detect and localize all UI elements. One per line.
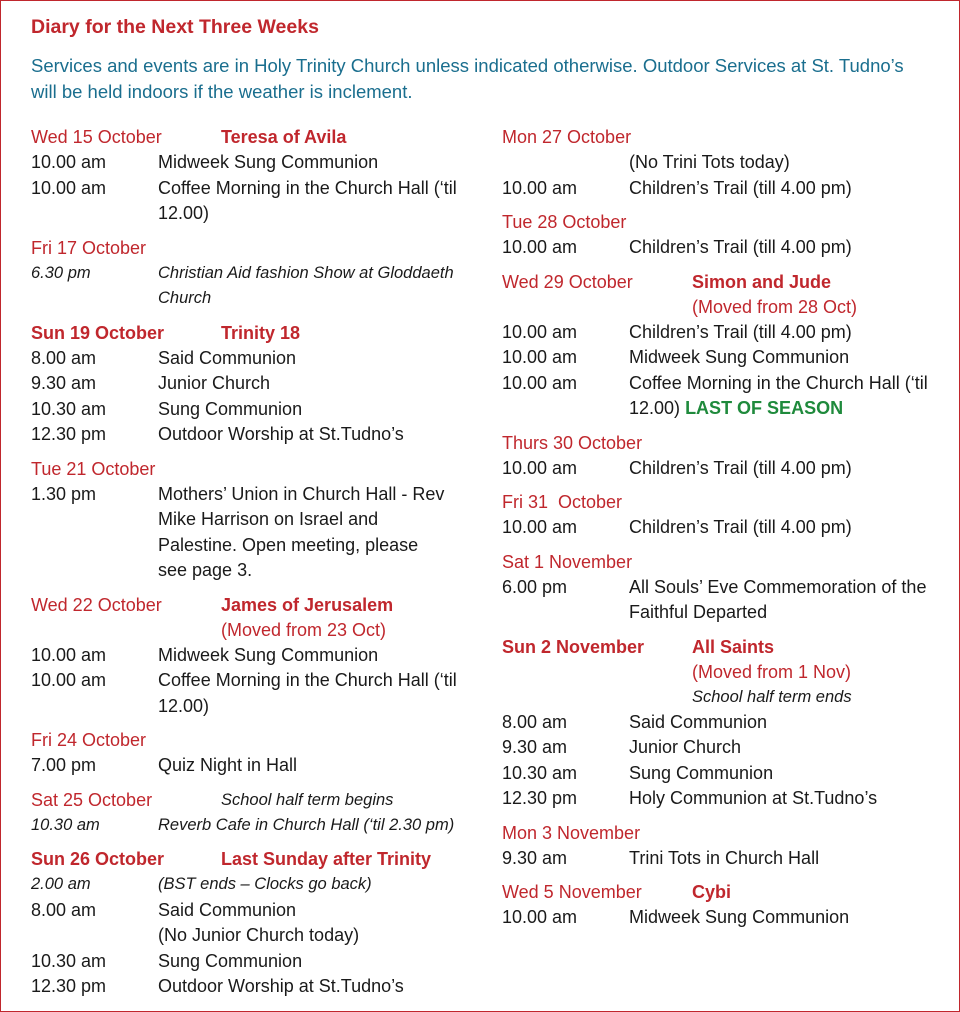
moved-note: (Moved from 1 Nov) bbox=[692, 661, 852, 682]
event-row bbox=[31, 176, 486, 227]
event-desc: Coffee Morning in the Church Hall (‘til 12.00) bbox=[158, 177, 457, 223]
event-desc: Reverb Cafe in Church Hall (‘til 2.30 pm) bbox=[158, 815, 455, 834]
event-row bbox=[31, 422, 486, 448]
event-desc: Midweek Sung Communion bbox=[158, 644, 379, 665]
event-row bbox=[31, 482, 486, 584]
event-row bbox=[502, 371, 957, 422]
event-time: 10.00 am bbox=[502, 237, 578, 257]
event-desc-text: Coffee Morning in the Church Hall (‘til 12.00) bbox=[629, 372, 928, 418]
event-row bbox=[502, 150, 957, 176]
day-date: Fri 17 October bbox=[31, 237, 147, 258]
event-desc: Midweek Sung Communion bbox=[158, 152, 379, 172]
event-row bbox=[502, 456, 957, 482]
event-row bbox=[31, 397, 486, 423]
event-time: 1.30 pm bbox=[31, 483, 97, 504]
day-entry bbox=[502, 430, 957, 482]
event-time: 10.00 am bbox=[31, 177, 107, 198]
day-date: Mon 3 November bbox=[502, 822, 641, 843]
event-row bbox=[502, 761, 957, 787]
event-row bbox=[31, 974, 486, 1000]
event-row bbox=[502, 320, 957, 346]
event-time: 10.30 am bbox=[31, 950, 107, 971]
day-date: Sun 2 November bbox=[502, 636, 645, 657]
event-row bbox=[502, 235, 957, 261]
day-entry bbox=[31, 846, 486, 1000]
day-date: Mon 27 October bbox=[502, 127, 632, 147]
day-entry bbox=[31, 124, 486, 227]
event-time: 10.30 am bbox=[31, 815, 100, 834]
event-time: 6.30 pm bbox=[31, 263, 91, 282]
event-time: 10.00 am bbox=[31, 152, 107, 172]
saint-day: Last Sunday after Trinity bbox=[221, 849, 432, 869]
day-entry bbox=[502, 634, 957, 812]
event-time: 10.00 am bbox=[31, 670, 107, 690]
event-time: 12.30 pm bbox=[31, 424, 107, 444]
event-time: 10.00 am bbox=[502, 372, 578, 393]
day-entry bbox=[502, 489, 957, 541]
event-row bbox=[31, 668, 486, 719]
event-desc: Children’s Trail (till 4.00 pm) bbox=[629, 517, 852, 537]
right-column bbox=[502, 124, 957, 939]
event-row bbox=[502, 515, 957, 541]
day-entry bbox=[502, 820, 957, 872]
day-entry bbox=[31, 727, 486, 779]
last-of-season-badge: LAST OF SEASON bbox=[685, 398, 844, 418]
event-time: 6.00 pm bbox=[502, 576, 568, 597]
event-desc: Children’s Trail (till 4.00 pm) bbox=[629, 457, 852, 478]
event-time: 9.30 am bbox=[31, 373, 97, 393]
event-row bbox=[502, 846, 957, 872]
day-date: Thurs 30 October bbox=[502, 432, 643, 453]
day-entry bbox=[502, 879, 957, 931]
saint-day: All Saints bbox=[692, 636, 775, 657]
event-desc: Junior Church bbox=[629, 737, 742, 757]
event-time: 7.00 pm bbox=[31, 755, 97, 775]
event-time: 12.30 pm bbox=[502, 788, 578, 808]
event-desc: Mothers’ Union in Church Hall - Rev Mike Harrison on Israel and Palestine. Open meeting, please see page 3. bbox=[158, 483, 445, 580]
event-desc: Christian Aid fashion Show at Gloddaeth Church bbox=[158, 263, 454, 307]
event-desc: Holy Communion at St.Tudno’s bbox=[629, 788, 878, 808]
event-row bbox=[31, 150, 486, 176]
event-time: 10.00 am bbox=[31, 644, 107, 665]
event-desc: Said Communion bbox=[629, 711, 768, 732]
day-entry bbox=[31, 787, 486, 839]
event-desc: (BST ends – Clocks go back) bbox=[158, 875, 372, 893]
day-entry bbox=[31, 235, 486, 312]
saint-day: Trinity 18 bbox=[221, 322, 301, 343]
saint-day: Teresa of Avila bbox=[221, 127, 347, 147]
saint-day: Cybi bbox=[692, 882, 732, 902]
event-desc: Said Communion bbox=[158, 347, 297, 368]
event-time: 10.00 am bbox=[502, 347, 578, 367]
event-desc: Children’s Trail (till 4.00 pm) bbox=[629, 321, 852, 342]
page-title: Diary for the Next Three Weeks bbox=[31, 16, 319, 38]
event-desc: Trini Tots in Church Hall bbox=[629, 847, 820, 868]
event-desc: Outdoor Worship at St.Tudno’s bbox=[158, 424, 404, 444]
event-note: School half term begins bbox=[221, 790, 394, 809]
event-row bbox=[31, 261, 486, 312]
event-row bbox=[502, 735, 957, 761]
event-row bbox=[502, 710, 957, 736]
event-row bbox=[502, 905, 957, 931]
day-date: Wed 22 October bbox=[31, 594, 162, 615]
intro-text: Services and events are in Holy Trinity Church unless indicated otherwise. Outdoor Services at St. Tudno’s will be held indoors if the weather is inclement. bbox=[31, 55, 904, 102]
day-date: Wed 15 October bbox=[31, 127, 162, 147]
event-time: 10.30 am bbox=[31, 398, 107, 419]
event-time: 12.30 pm bbox=[31, 976, 107, 996]
event-time: 9.30 am bbox=[502, 847, 568, 868]
event-time: 10.30 am bbox=[502, 762, 578, 783]
event-desc: Sung Communion bbox=[629, 762, 774, 783]
saint-day: James of Jerusalem bbox=[221, 594, 394, 615]
event-desc: Midweek Sung Communion bbox=[629, 347, 850, 367]
event-row bbox=[502, 345, 957, 371]
day-entry bbox=[502, 124, 957, 201]
event-note: School half term ends bbox=[692, 687, 852, 706]
day-date: Sun 26 October bbox=[31, 849, 165, 869]
event-time: 8.00 am bbox=[31, 347, 97, 368]
event-row bbox=[31, 898, 486, 924]
day-date: Sun 19 October bbox=[31, 322, 165, 343]
event-time: 2.00 am bbox=[31, 875, 91, 893]
event-row bbox=[31, 949, 486, 975]
event-desc: Children’s Trail (till 4.00 pm) bbox=[629, 237, 852, 257]
event-row bbox=[31, 923, 486, 949]
event-desc: Said Communion bbox=[158, 899, 297, 920]
event-row bbox=[31, 813, 486, 839]
event-row bbox=[31, 753, 486, 779]
day-date: Fri 24 October bbox=[31, 730, 147, 750]
event-desc bbox=[629, 371, 957, 422]
event-time: 9.30 am bbox=[502, 737, 568, 757]
event-desc: Sung Communion bbox=[158, 398, 303, 419]
event-row bbox=[502, 786, 957, 812]
event-desc: Quiz Night in Hall bbox=[158, 755, 298, 775]
moved-note: (Moved from 23 Oct) bbox=[221, 619, 387, 640]
day-date: Fri 31 October bbox=[502, 492, 623, 512]
day-date: Tue 28 October bbox=[502, 212, 627, 232]
event-desc: Outdoor Worship at St.Tudno’s bbox=[158, 976, 404, 996]
event-time: 10.00 am bbox=[502, 177, 578, 198]
event-time: 10.00 am bbox=[502, 321, 578, 342]
event-desc: Sung Communion bbox=[158, 950, 303, 971]
day-entry bbox=[502, 269, 957, 422]
day-date: Wed 29 October bbox=[502, 271, 633, 292]
event-desc: (No Junior Church today) bbox=[158, 925, 360, 945]
event-time: 8.00 am bbox=[502, 711, 568, 732]
left-column bbox=[31, 124, 486, 1008]
event-desc: Coffee Morning in the Church Hall (‘til 12.00) bbox=[158, 670, 457, 716]
day-date: Sat 25 October bbox=[31, 789, 153, 810]
event-desc: Midweek Sung Communion bbox=[629, 907, 850, 927]
event-row bbox=[31, 872, 486, 898]
day-date: Wed 5 November bbox=[502, 882, 642, 902]
saint-day: Simon and Jude bbox=[692, 271, 832, 292]
day-date: Tue 21 October bbox=[31, 458, 156, 479]
event-desc: Junior Church bbox=[158, 373, 271, 393]
day-date: Sat 1 November bbox=[502, 551, 633, 572]
event-time: 10.00 am bbox=[502, 517, 578, 537]
day-entry bbox=[502, 209, 957, 261]
event-row bbox=[502, 575, 957, 626]
event-time: 8.00 am bbox=[31, 899, 97, 920]
event-desc: (No Trini Tots today) bbox=[629, 152, 790, 172]
event-row bbox=[31, 346, 486, 372]
day-entry bbox=[31, 592, 486, 720]
event-time bbox=[31, 923, 158, 949]
day-entry bbox=[31, 456, 486, 584]
day-entry bbox=[31, 320, 486, 448]
event-row bbox=[31, 643, 486, 669]
event-time: 10.00 am bbox=[502, 457, 578, 478]
event-row bbox=[502, 176, 957, 202]
moved-note: (Moved from 28 Oct) bbox=[692, 296, 858, 317]
event-desc: All Souls’ Eve Commemoration of the Faithful Departed bbox=[629, 576, 927, 622]
event-row bbox=[31, 371, 486, 397]
event-desc: Children’s Trail (till 4.00 pm) bbox=[629, 177, 852, 198]
event-time: 10.00 am bbox=[502, 907, 578, 927]
event-time bbox=[502, 150, 629, 176]
day-entry bbox=[502, 549, 957, 626]
